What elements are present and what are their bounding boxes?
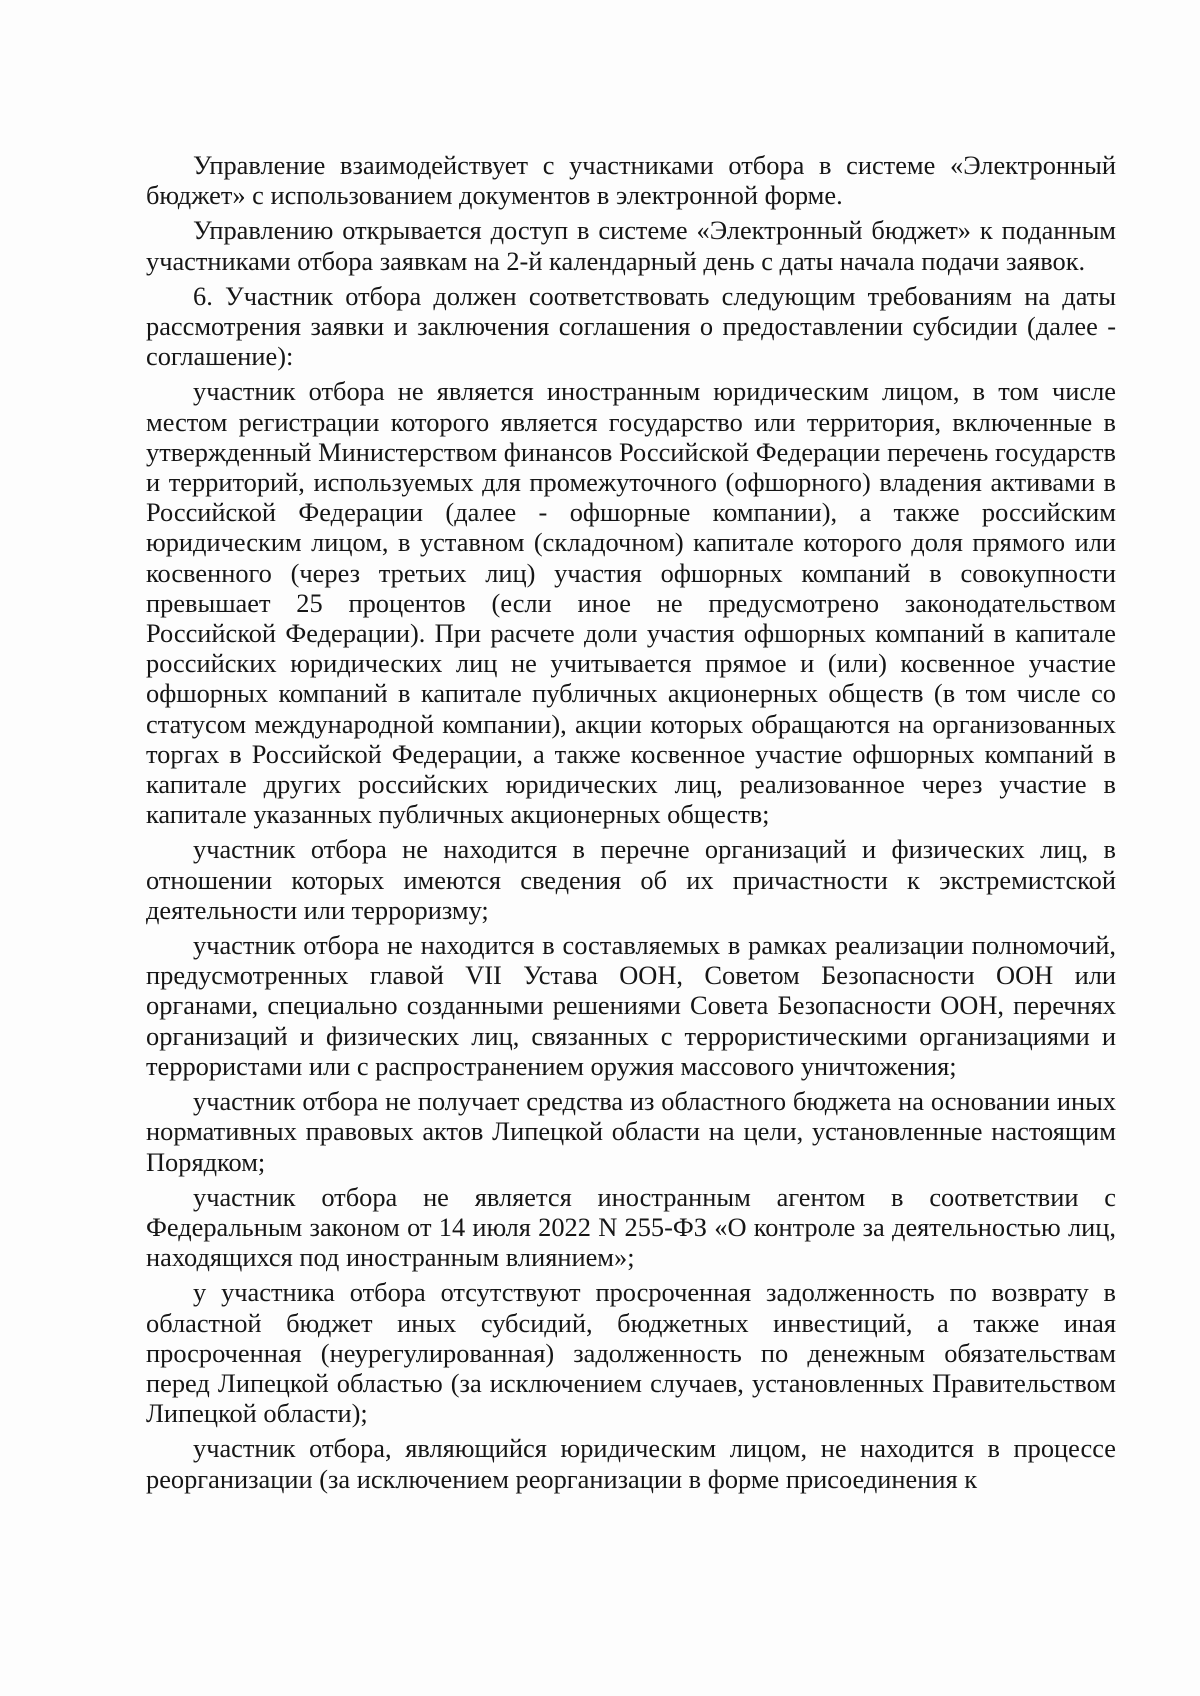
paragraph-requirements-intro: 6. Участник отбора должен соответствовать следующим требованиям на даты рассмотрения заявки и заключения соглашения о предоставлении субсидии (далее - соглашение): xyxy=(146,280,1116,372)
paragraph-access-to-applications: Управлению открывается доступ в системе «Электронный бюджет» к поданным участниками отбора заявкам на 2-й календарный день с даты начала подачи заявок. xyxy=(146,215,1116,276)
paragraph-budget-funds-requirement: участник отбора не получает средства из областного бюджета на основании иных нормативных правовых актов Липецкой области на цели, установленные настоящим Порядком; xyxy=(146,1086,1116,1177)
document-body xyxy=(146,150,1116,1499)
paragraph-reorganization-requirement: участник отбора, являющийся юридическим лицом, не находится в процессе реорганизации (за исключением реорганизации в форме присоединения к xyxy=(146,1433,1116,1494)
paragraph-debt-requirement: у участника отбора отсутствуют просроченная задолженность по возврату в областной бюджет иных субсидий, бюджетных инвестиций, а также иная просроченная (неурегулированная) задолженность по денежным обязательствам перед Липецкой областью (за исключением случаев, установленных Правительством Липецкой области); xyxy=(146,1277,1116,1429)
paragraph-extremism-requirement: участник отбора не находится в перечне организаций и физических лиц, в отношении которых имеются сведения об их причастности к экстремистской деятельности или терроризму; xyxy=(146,834,1116,925)
paragraph-electronic-budget-interaction: Управление взаимодействует с участниками отбора в системе «Электронный бюджет» с использованием документов в электронной форме. xyxy=(146,150,1116,211)
paragraph-foreign-agent-requirement: участник отбора не является иностранным агентом в соответствии с Федеральным законом от 14 июля 2022 N 255-ФЗ «О контроле за деятельностью лиц, находящихся под иностранным влиянием»; xyxy=(146,1181,1116,1273)
paragraph-un-lists-requirement: участник отбора не находится в составляемых в рамках реализации полномочий, предусмотренных главой VII Устава ООН, Советом Безопасности ООН или органами, специально созданными решениями Совета Безопасности ООН, перечнях организаций и физических лиц, связанных с террористическими организациями и террористами или с распространением оружия массового уничтожения; xyxy=(146,930,1116,1081)
paragraph-offshore-requirement: участник отбора не является иностранным юридическим лицом, в том числе местом регистрации которого является государство или территория, включенные в утвержденный Министерством финансов Российской Федерации перечень государств и территорий, используемых для промежуточного (офшорного) владения активами в Российской Федерации (далее - офшорные компании), а также российским юридическим лицом, в уставном (складочном) капитале которого доля прямого или косвенного (через третьих лиц) участия офшорных компаний в совокупности превышает 25 процентов (если иное не предусмотрено законодательством Российской Федерации). При расчете доли участия офшорных компаний в капитале российских юридических лиц не учитывается прямое и (или) косвенное участие офшорных компаний в капитале публичных акционерных обществ (в том числе со статусом международной компании), акции которых обращаются на организованных торгах в Российской Федерации, а также косвенное участие офшорных компаний в капитале других российских юридических лиц, реализованное через участие в капитале указанных публичных акционерных обществ; xyxy=(146,376,1116,830)
